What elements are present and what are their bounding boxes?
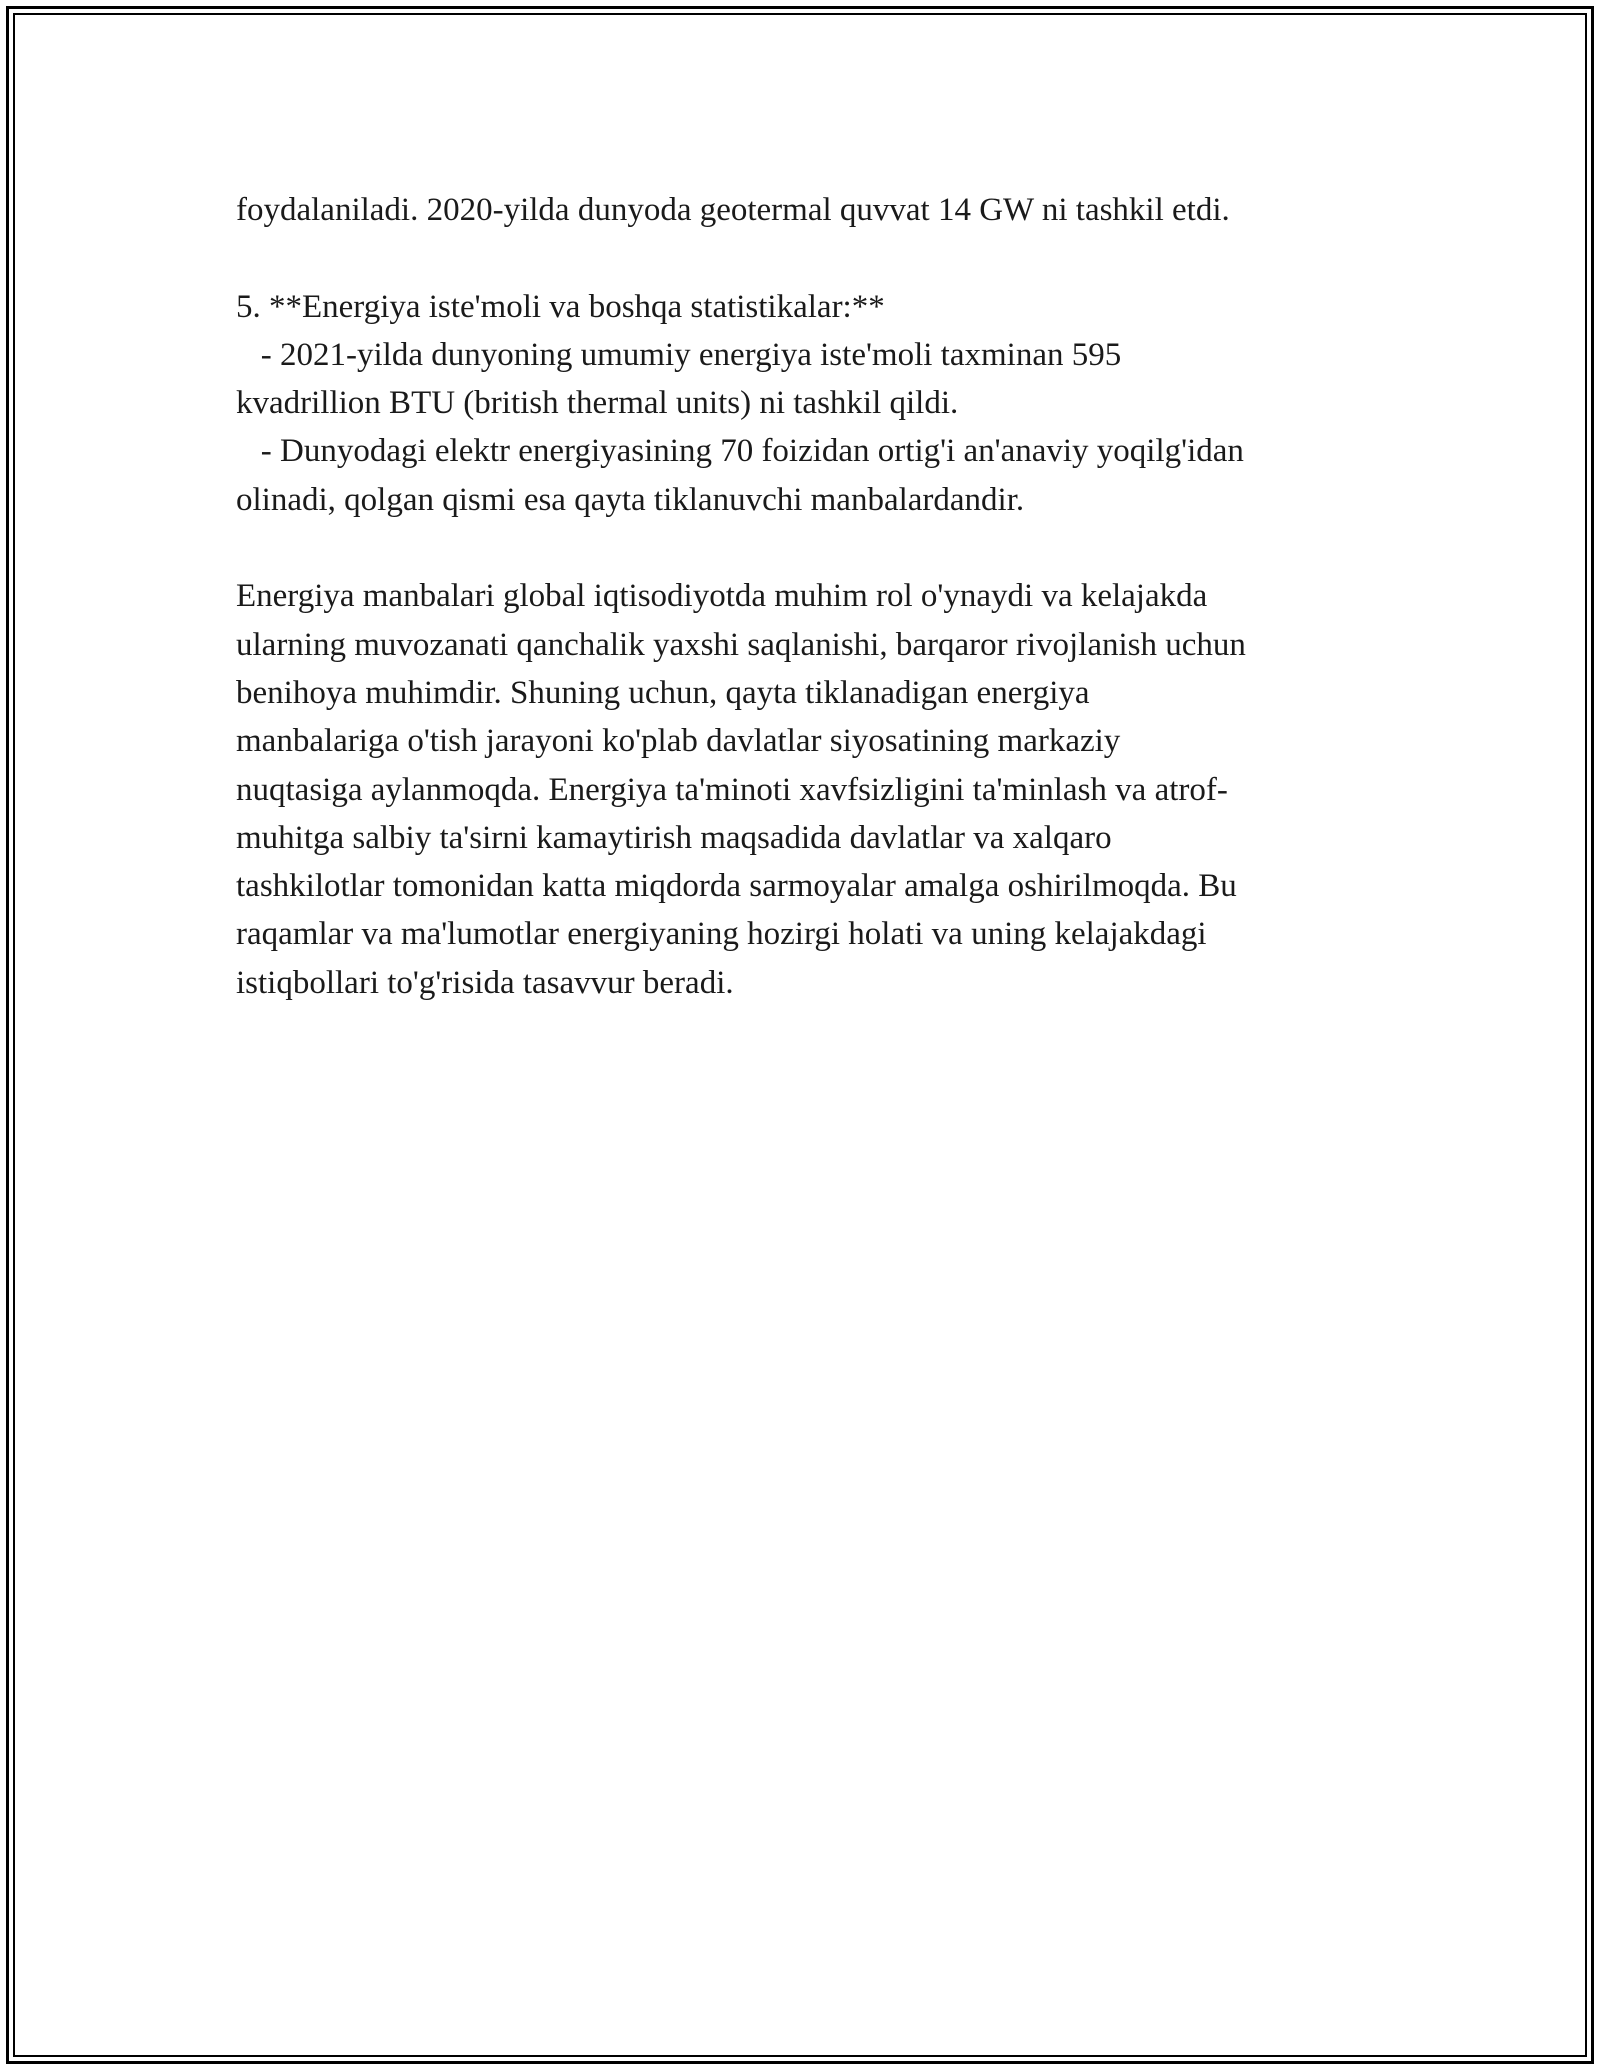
- text-line: - 2021-yilda dunyoning umumiy energiya iste'moli taxminan 595: [236, 336, 1122, 373]
- text-line: tashkilotlar tomonidan katta miqdorda sarmoyalar amalga oshirilmoqda. Bu: [236, 868, 1237, 905]
- text-line: kvadrillion BTU (british thermal units) ni tashkil qildi.: [236, 385, 959, 422]
- document-body: [236, 186, 1366, 1007]
- text-line: - Dunyodagi elektr energiyasining 70 foizidan ortig'i an'anaviy yoqilg'idan: [236, 433, 1244, 470]
- section-5: [236, 283, 1366, 524]
- text-line: istiqbollari to'g'risida tasavvur beradi.: [236, 964, 734, 1001]
- text-line: ularning muvozanati qanchalik yaxshi saqlanishi, barqaror rivojlanish uchun: [236, 626, 1246, 663]
- text-line: foydalaniladi. 2020-yilda dunyoda geotermal quvvat 14 GW ni tashkil etdi.: [236, 192, 1230, 228]
- section-heading: 5. **Energiya iste'moli va boshqa statistikalar:**: [236, 288, 885, 325]
- text-line: olinadi, qolgan qismi esa qayta tiklanuvchi manbalardandir.: [236, 481, 1025, 518]
- list-item: [236, 331, 1366, 428]
- text-line: muhitga salbiy ta'sirni kamaytirish maqsadida davlatlar va xalqaro: [236, 819, 1112, 856]
- text-line: manbalariga o'tish jarayoni ko'plab davlatlar siyosatining markaziy: [236, 723, 1121, 760]
- text-line: Energiya manbalari global iqtisodiyotda muhim rol o'ynaydi va kelajakda: [236, 578, 1208, 615]
- list-item: [236, 427, 1366, 524]
- text-line: nuqtasiga aylanmoqda. Energiya ta'minoti xavfsizligini ta'minlash va atrof-: [236, 771, 1228, 808]
- continuation-paragraph: [236, 186, 1366, 234]
- conclusion-paragraph: [236, 572, 1366, 1007]
- paragraph-gap: [236, 234, 1366, 282]
- text-line: raqamlar va ma'lumotlar energiyaning hozirgi holati va uning kelajakdagi: [236, 916, 1207, 953]
- paragraph-gap: [236, 524, 1366, 572]
- text-line: benihoya muhimdir. Shuning uchun, qayta tiklanadigan energiya: [236, 674, 1090, 711]
